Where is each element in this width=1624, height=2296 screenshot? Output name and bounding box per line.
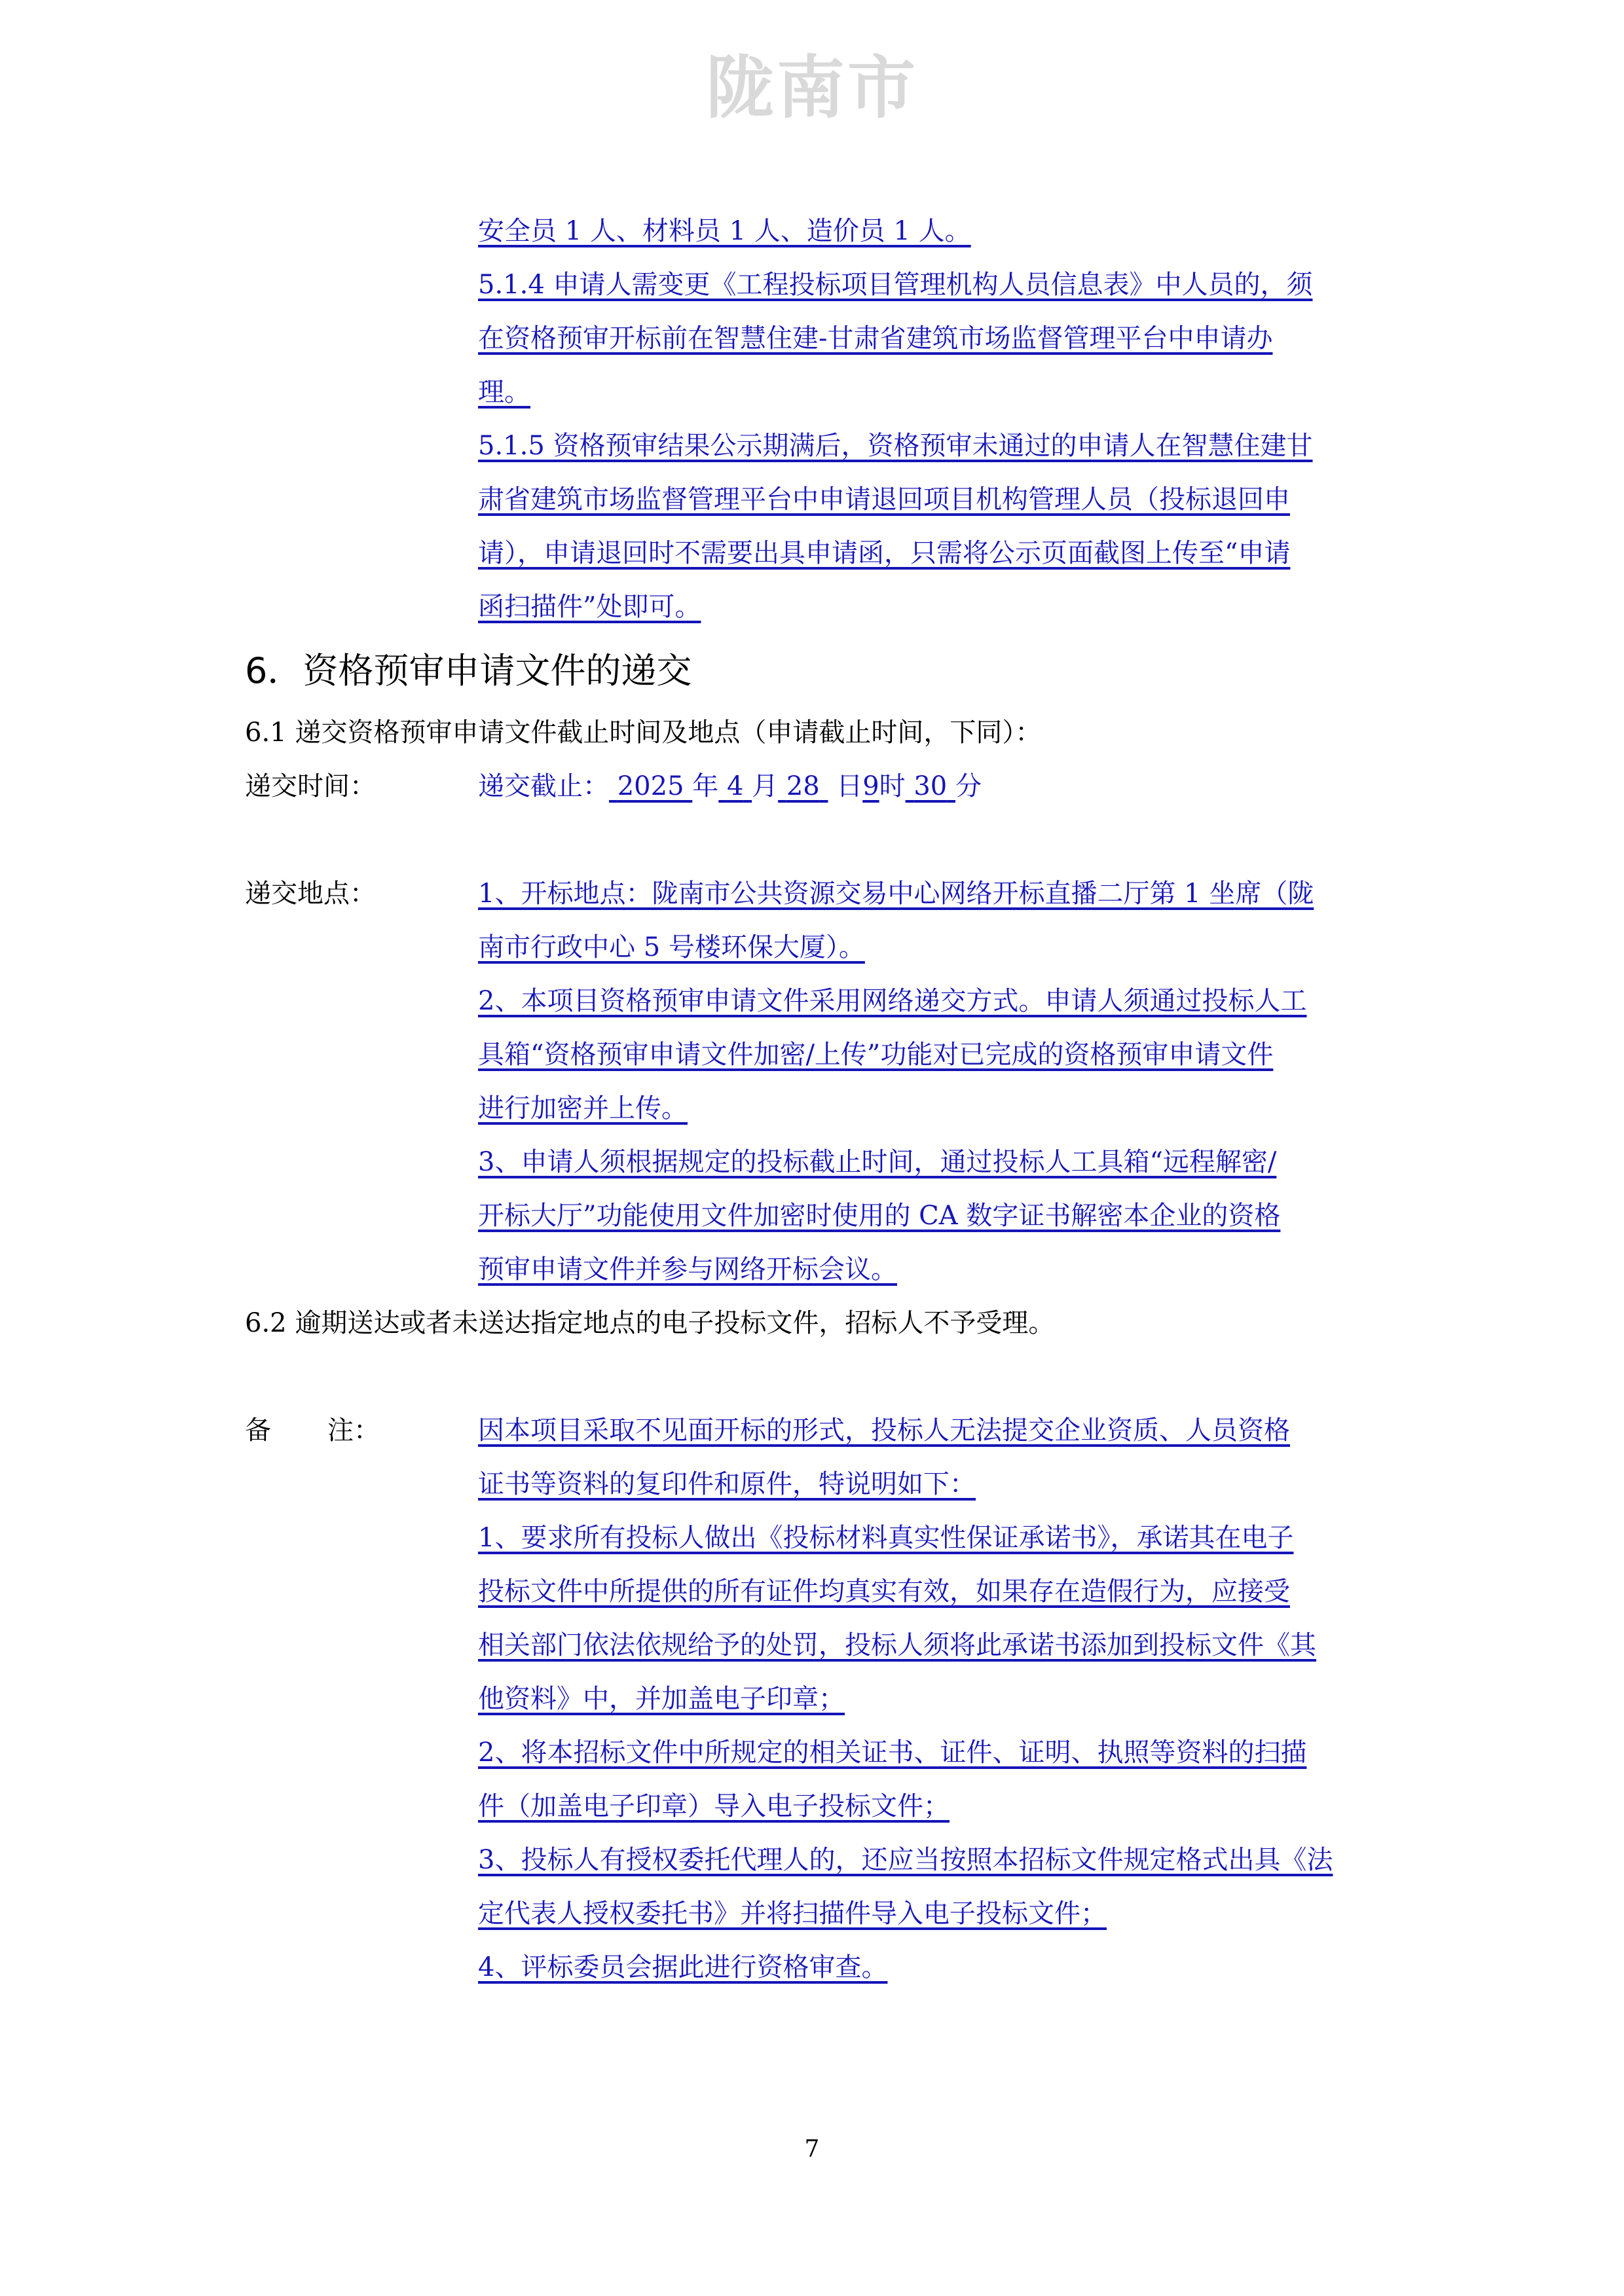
place-line-5: 进行加密并上传。	[478, 1093, 688, 1123]
place-line-7: 开标大厅”功能使用文件加密时使用的 CA 数字证书解密本企业的资格	[478, 1201, 1281, 1231]
remark-line-1: 因本项目采取不见面开标的形式，投标人无法提交企业资质、人员资格	[478, 1415, 1290, 1446]
remark-line-4: 投标文件中所提供的所有证件均真实有效，如果存在造假行为，应接受	[478, 1576, 1290, 1607]
place-line-8: 预审申请文件并参与网络开标会议。	[478, 1254, 897, 1285]
remark-line-6: 他资料》中，并加盖电子印章；	[478, 1684, 845, 1714]
remark-line-8: 件（加盖电子印章）导入电子投标文件；	[478, 1791, 950, 1821]
remarks-label-b: 注：	[327, 1415, 380, 1446]
item-6-1: 6.1 递交资格预审申请文件截止时间及地点（申请截止时间，下同）：	[245, 718, 1042, 748]
remarks-label-a: 备	[245, 1415, 271, 1446]
place-line-1: 1、开标地点：陇南市公共资源交易中心网络开标直播二厅第 1 坐席（陇	[478, 879, 1314, 909]
remark-line-11: 4、评标委员会据此进行资格审查。	[478, 1952, 888, 1982]
item-6-2: 6.2 逾期送达或者未送达指定地点的电子投标文件，招标人不予受理。	[245, 1308, 1055, 1338]
watermark-title: 陇南市	[705, 47, 918, 128]
remark-line-2: 证书等资料的复印件和原件，特说明如下：	[478, 1469, 976, 1499]
submit-day: 28	[786, 771, 820, 801]
submit-time-value: 递交截止： 2025 年 4 月 28 日9时 30 分	[478, 771, 982, 801]
remark-line-9: 3、投标人有授权委托代理人的，还应当按照本招标文件规定格式出具《法	[478, 1845, 1333, 1875]
s5-line-6: 肃省建筑市场监督管理平台中申请退回项目机构管理人员（投标退回申	[478, 484, 1290, 515]
place-line-3: 2、本项目资格预审申请文件采用网络递交方式。申请人须通过投标人工	[478, 986, 1307, 1016]
s5-line-3: 在资格预审开标前在智慧住建-甘肃省建筑市场监督管理平台中申请办	[478, 323, 1273, 354]
place-line-2: 南市行政中心 5 号楼环保大厦）。	[478, 932, 865, 962]
remark-line-3: 1、要求所有投标人做出《投标材料真实性保证承诺书》，承诺其在电子	[478, 1523, 1294, 1553]
s5-line-5: 5.1.5 资格预审结果公示期满后，资格预审未通过的申请人在智慧住建甘	[478, 431, 1313, 461]
s5-line-4: 理。	[478, 377, 530, 407]
remark-line-5: 相关部门依法依规给予的处罚，投标人须将此承诺书添加到投标文件《其	[478, 1630, 1316, 1660]
submit-year: 2025	[617, 771, 684, 801]
page-number: 7	[804, 2136, 820, 2162]
submit-minute: 30	[913, 771, 948, 801]
s5-line-2: 5.1.4 申请人需变更《工程投标项目管理机构人员信息表》中人员的，须	[478, 270, 1313, 300]
submit-time-prefix: 递交截止：	[478, 771, 609, 801]
submit-month: 4	[726, 771, 744, 801]
place-line-4: 具箱“资格预审申请文件加密/上传”功能对已完成的资格预审申请文件	[478, 1040, 1274, 1070]
s5-line-7: 请），申请退回时不需要出具申请函，只需将公示页面截图上传至“申请	[478, 538, 1291, 568]
submit-time-label: 递交时间：	[245, 771, 376, 801]
s5-line-8: 函扫描件”处即可。	[478, 592, 701, 622]
place-line-6: 3、申请人须根据规定的投标截止时间，通过投标人工具箱“远程解密/	[478, 1147, 1277, 1177]
section-6-heading: 6．资格预审申请文件的递交	[245, 650, 692, 691]
submit-hour: 9	[862, 771, 879, 801]
remark-line-7: 2、将本招标文件中所规定的相关证书、证件、证明、执照等资料的扫描	[478, 1738, 1307, 1768]
remark-line-10: 定代表人授权委托书》并将扫描件导入电子投标文件；	[478, 1899, 1107, 1929]
s5-line-1: 安全员 1 人、材料员 1 人、造价员 1 人。	[478, 216, 971, 246]
submit-place-label: 递交地点：	[245, 879, 376, 909]
